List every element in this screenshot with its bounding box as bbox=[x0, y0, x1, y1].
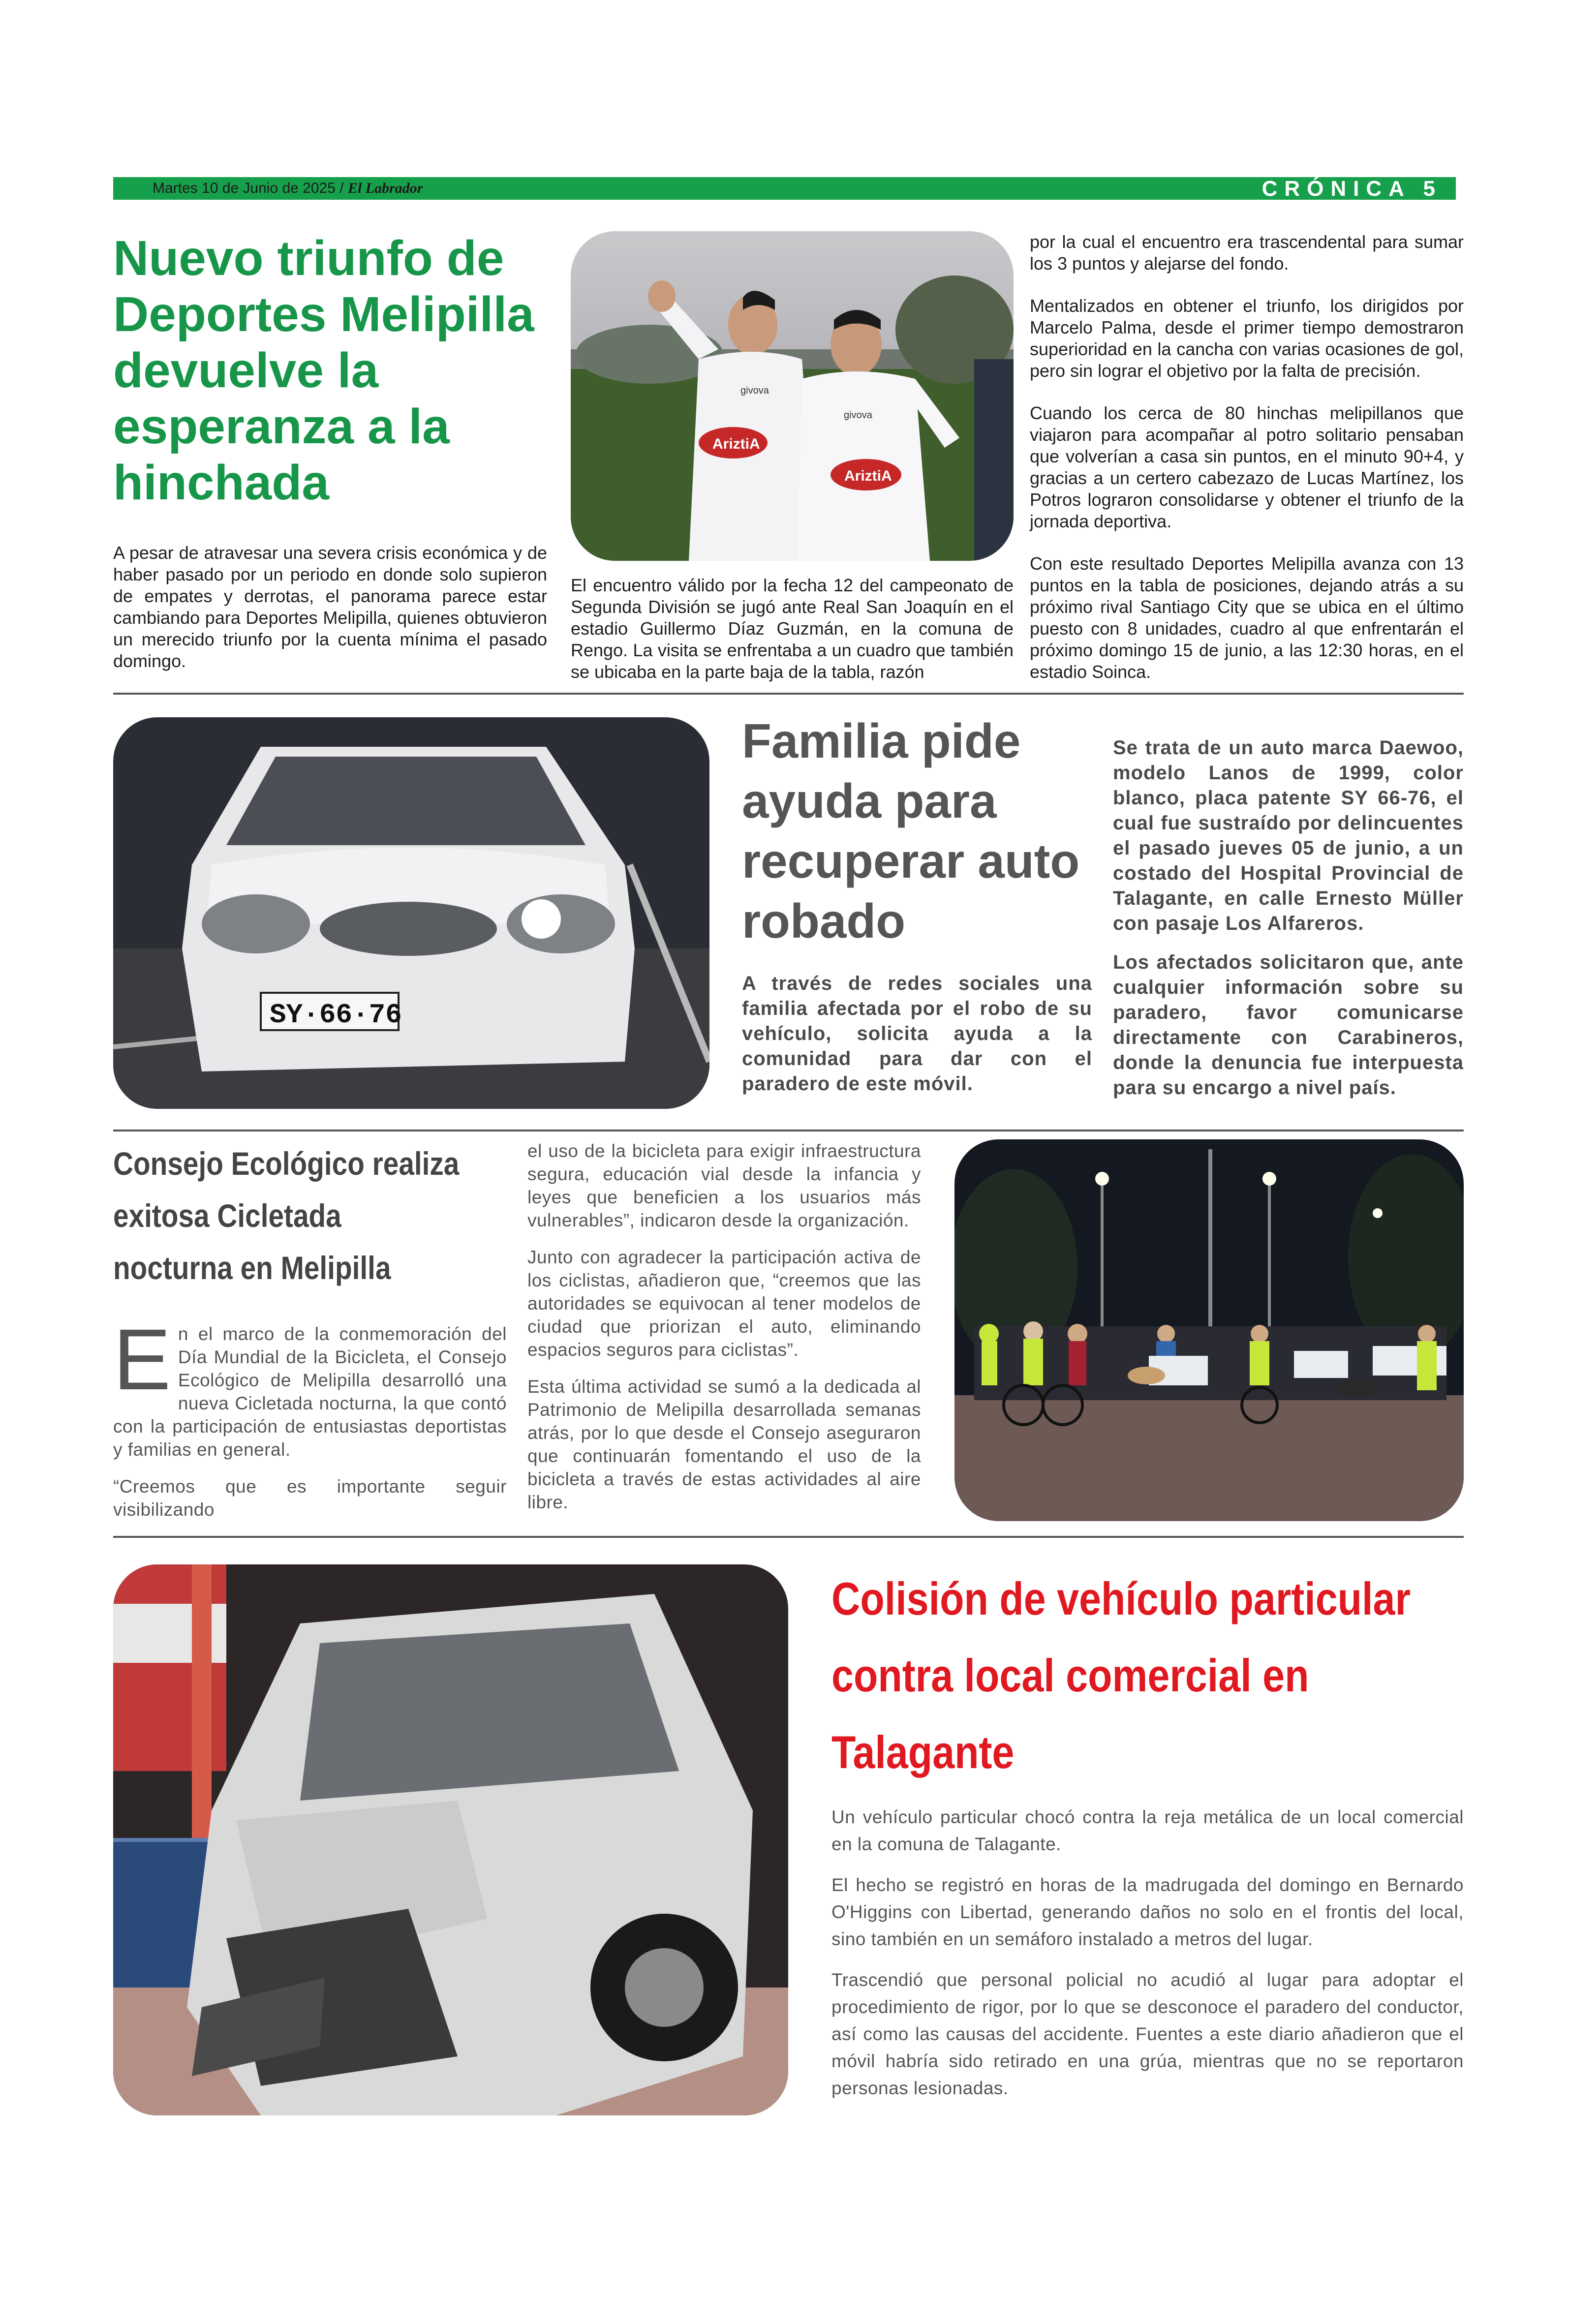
cyclists-night-photo bbox=[954, 1139, 1464, 1521]
article2-title-line: Familia pide bbox=[742, 714, 1021, 768]
article3-intro: n el marco de la conmemoración del Día Mundial de la Bicicleta, el Consejo Ecológico de Melipilla desarrolló una nueva Cicletada nocturna, la que contó con la participación de entusiastas deportistas y familias en general. bbox=[113, 1324, 507, 1460]
section-label: CRÓNICA 5 bbox=[1248, 177, 1456, 200]
article4-paragraph: Trascendió que personal policial no acudió al lugar para adoptar el procedimiento de rigor, por lo que se desconoce el paradero del conductor, así como las causas del accidente. Fuentes a este diario añadieron que el móvil habría sido retirado en una grúa, mientras que no se reportaron personas lesionadas. bbox=[831, 1970, 1464, 2098]
article3-paragraph bbox=[113, 1312, 507, 1461]
article2-body bbox=[1113, 735, 1464, 1114]
football-players-photo bbox=[571, 231, 1014, 561]
section-divider bbox=[113, 1130, 1464, 1131]
article2-title-line: robado bbox=[742, 894, 906, 948]
article3-column2 bbox=[527, 1139, 921, 1528]
article1-lead: A pesar de atravesar una severa crisis económica y de haber pasado por un periodo en donde solo supieron de empates y derrotas, el panorama parece estar cambiando para Deportes Melipilla, quienes obtuvieron un merecido triunfo por la cuenta mínima el pasado domingo. bbox=[113, 543, 547, 671]
article2-paragraph: Se trata de un auto marca Daewoo, modelo Lanos de 1999, color blanco, placa patente SY 66-76, el cual fue sustraído por delincuentes el pasado jueves 05 de junio, a un costado del Hospital Provincial de Talagante, en calle Ernesto Müller con pasaje Los Alfareros. bbox=[1113, 737, 1464, 934]
stolen-car-illustration bbox=[113, 717, 709, 1109]
header-date-line bbox=[153, 178, 423, 199]
article2-lead: A través de redes sociales una familia afectada por el robo de su vehículo, solicita ayuda a la comunidad para dar con el paradero de este móvil. bbox=[742, 973, 1092, 1095]
article3-title-line: exitosa Cicletada bbox=[113, 1197, 341, 1234]
section-divider bbox=[113, 1536, 1464, 1538]
article2-title-line: ayuda para bbox=[742, 774, 997, 828]
player-right-sponsor: AriztiA bbox=[844, 468, 892, 484]
article3-paragraph: “Creemos que es importante seguir visibilizando bbox=[113, 1476, 507, 1520]
article3-title bbox=[113, 1137, 517, 1294]
article3-column1 bbox=[113, 1312, 507, 1535]
article1-title-line: Nuevo triunfo de bbox=[113, 231, 504, 286]
article1-column2: El encuentro válido por la fecha 12 del campeonato de Segunda División se jugó ante Real San Joaquín en el estadio Guillermo Díaz Guzmán, en la comuna de Rengo. La visita se enfrentaba a un cuadro que también se ubicaba en la parte baja de la tabla, razón bbox=[571, 575, 1014, 682]
player-right-brand: givova bbox=[844, 410, 872, 421]
article3-title-line: Consejo Ecológico realiza bbox=[113, 1145, 460, 1182]
player-left-sponsor: AriztiA bbox=[712, 436, 760, 452]
car-plate: SY·66·76 bbox=[270, 999, 402, 1031]
article3-title-line: nocturna en Melipilla bbox=[113, 1250, 391, 1286]
article2-title-line: recuperar auto bbox=[742, 834, 1080, 888]
article4-paragraph: El hecho se registró en horas de la madrugada del domingo en Bernardo O'Higgins con Libertad, generando daños no solo en el frontis del local, sino también en un semáforo instalado a metros del lugar. bbox=[831, 1875, 1464, 1949]
stolen-car-photo bbox=[113, 717, 709, 1109]
football-photo-illustration bbox=[571, 231, 1014, 561]
crashed-car-illustration bbox=[113, 1564, 788, 2115]
header-publication: El Labrador bbox=[347, 180, 423, 196]
article1-title-line: esperanza a la bbox=[113, 399, 450, 454]
crashed-car-photo bbox=[113, 1564, 788, 2115]
article3-dropcap: E bbox=[113, 1312, 171, 1408]
article1-paragraph: Con este resultado Deportes Melipilla avanza con 13 puntos en la tabla de posiciones, dejando atrás a su próximo rival Santiago City que se ubica en el último puesto con 8 unidades, cuadro al que enfrentarán el próximo domingo 15 de junio, a las 12:30 horas, en el estadio Soinca. bbox=[1030, 553, 1464, 682]
article4-title bbox=[831, 1560, 1471, 1791]
article3-paragraph: Esta última actividad se sumó a la dedicada al Patrimonio de Melipilla desarrollada semanas atrás, por lo que desde el Consejo aseguraron que continuarán fomentando el uso de la bicicleta a través de estas actividades al aire libre. bbox=[527, 1376, 921, 1512]
article3-paragraph: el uso de la bicicleta para exigir infraestructura segura, educación vial desde la infancia y leyes que beneficien a los usuarios más vulnerables”, indicaron desde la organización. bbox=[527, 1141, 921, 1230]
article4-title-line: contra local comercial en bbox=[831, 1650, 1309, 1701]
cyclists-illustration bbox=[954, 1139, 1464, 1521]
article1-title bbox=[113, 230, 556, 511]
article4-title-line: Talagante bbox=[831, 1726, 1015, 1778]
article1-title-line: hinchada bbox=[113, 455, 329, 510]
article4-paragraph: Un vehículo particular chocó contra la reja metálica de un local comercial en la comuna de Talagante. bbox=[831, 1807, 1464, 1854]
article1-paragraph: Mentalizados en obtener el triunfo, los dirigidos por Marcelo Palma, desde el primer tiempo demostraron superioridad en la cancha con varias ocasiones de gol, pero sin lograr el objetivo por la falta de precisión. bbox=[1030, 296, 1464, 381]
header-date: Martes 10 de Junio de 2025 bbox=[153, 180, 336, 196]
article2-title bbox=[742, 711, 1096, 951]
article1-paragraph: Cuando los cerca de 80 hinchas melipillanos que viajaron para acompañar al potro solitario pensaban que volverían a casa sin puntos, en el minuto 90+4, y gracias a un certero cabezazo de Lucas Martínez, los Potros lograron consolidarse y obtener el triunfo de la jornada deportiva. bbox=[1030, 403, 1464, 531]
player-left-brand: givova bbox=[740, 385, 769, 396]
header-separator: / bbox=[335, 180, 348, 196]
article1-column3 bbox=[1030, 231, 1464, 703]
article1-paragraph: por la cual el encuentro era trascendental para sumar los 3 puntos y alejarse del fondo. bbox=[1030, 232, 1464, 274]
article4-body bbox=[831, 1804, 1464, 2115]
section-divider bbox=[113, 693, 1464, 695]
article2-paragraph: Los afectados solicitaron que, ante cualquier información sobre su paradero, favor comunicarse directamente con Carabineros, donde la denuncia fue interpuesta para su encargo a nivel país. bbox=[1113, 951, 1464, 1099]
article3-paragraph: Junto con agradecer la participación activa de los ciclistas, añadieron que, “creemos que las autoridades se equivocan al tener modelos de ciudad que priorizan el auto, eliminando espacios seguros para ciclistas”. bbox=[527, 1247, 921, 1360]
article4-title-line: Colisión de vehículo particular bbox=[831, 1573, 1411, 1624]
article1-title-line: Deportes Melipilla bbox=[113, 287, 534, 342]
article1-title-line: devuelve la bbox=[113, 343, 379, 398]
